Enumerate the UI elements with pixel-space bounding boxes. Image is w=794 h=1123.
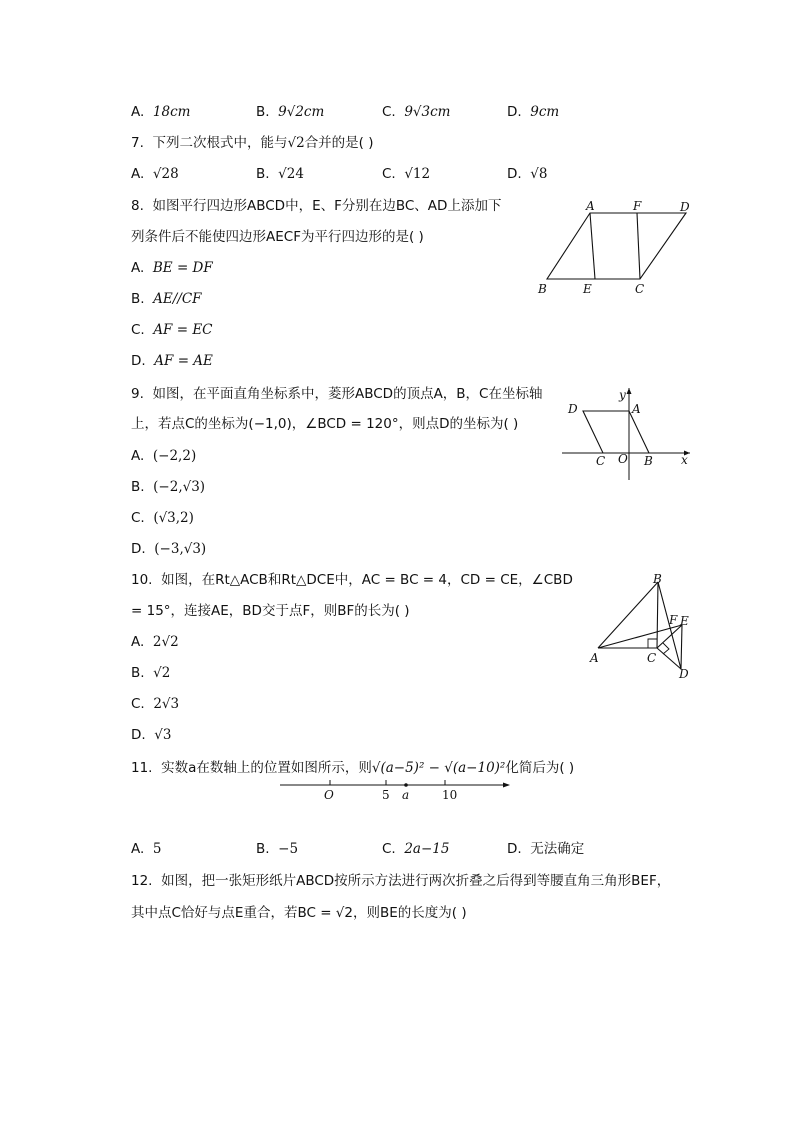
q7-option-d: D. √8 — [507, 166, 548, 182]
q10-option-d: D. √3 — [131, 727, 172, 743]
q9-label-o: O — [618, 452, 628, 466]
q10-segment-ed — [681, 625, 682, 669]
q7-stem: 7. 下列二次根式中，能与√2合并的是( ) — [131, 135, 374, 151]
q11-label-a: a — [402, 788, 410, 802]
q9-y-arrow — [627, 388, 632, 394]
q9-label-y: y — [619, 388, 626, 402]
q11-point-a — [404, 783, 408, 787]
q8-label-f: F — [633, 199, 642, 213]
q8-label-a: A — [586, 199, 595, 213]
q9-label-a: A — [632, 402, 641, 416]
q10-segment-ab — [598, 582, 658, 648]
q9-option-b: B. (−2,√3) — [131, 479, 206, 495]
q11-label-o: O — [324, 788, 334, 802]
q11-number-line-arrow — [503, 783, 510, 788]
q12-stem-line1: 12. 如图，把一张矩形纸片ABCD按所示方法进行两次折叠之后得到等腰直角三角形BEF， — [131, 873, 671, 889]
q10-label-d: D — [679, 667, 689, 681]
q7-option-c: C. √12 — [382, 166, 431, 182]
q8-option-b: B. AE//CF — [131, 291, 202, 307]
q11-label-5: 5 — [382, 788, 390, 802]
q8-label-d: D — [680, 200, 690, 214]
q8-segment-fc — [637, 213, 640, 279]
q8-option-d: D. AF = AE — [131, 353, 213, 369]
q11-stem: 11. 实数a在数轴上的位置如图所示，则√(a−5)² − √(a−10)²化简后为( ) — [131, 760, 575, 776]
q6-option-c: C. 9√3cm — [382, 104, 451, 120]
q9-rhombus-figure — [558, 382, 698, 484]
q10-label-e: E — [680, 614, 689, 628]
q8-label-c: C — [635, 282, 645, 296]
q6-option-b: B. 9√2cm — [256, 104, 325, 120]
q10-option-a: A. 2√2 — [131, 634, 179, 650]
q9-label-c: C — [596, 454, 606, 468]
q9-label-x: x — [681, 453, 688, 467]
q11-option-a: A. 5 — [131, 841, 162, 857]
q11-number-line — [276, 774, 516, 804]
q12-stem-line2: 其中点C恰好与点E重合，若BC = √2，则BE的长度为( ) — [131, 905, 467, 921]
q10-stem-line2: = 15°，连接AE，BD交于点F，则BF的长为( ) — [131, 603, 410, 619]
q8-label-b: B — [538, 282, 547, 296]
q11-option-b: B. −5 — [256, 841, 299, 857]
q8-parallelogram-abcd — [547, 213, 686, 279]
q11-option-d: D. 无法确定 — [507, 841, 585, 857]
q10-label-a: A — [590, 651, 599, 665]
q7-option-a: A. √28 — [131, 166, 179, 182]
q8-stem-line2: 列条件后不能使四边形AECF为平行四边形的是( ) — [131, 229, 424, 245]
q10-segment-cd — [657, 648, 681, 669]
q10-segment-bc — [657, 582, 658, 648]
q10-label-b: B — [653, 572, 662, 586]
q10-right-angle-dce — [663, 643, 669, 654]
q8-segment-ae — [590, 213, 595, 279]
q8-label-e: E — [583, 282, 592, 296]
q10-right-angle-acb — [648, 639, 657, 648]
q6-option-a: A. 18cm — [131, 104, 191, 120]
q11-option-c: C. 2a−15 — [382, 841, 450, 857]
q9-rhombus-abcd — [583, 411, 649, 453]
q9-label-b: B — [644, 454, 653, 468]
q10-option-c: C. 2√3 — [131, 696, 180, 712]
q8-option-c: C. AF = EC — [131, 322, 213, 338]
q9-label-d: D — [568, 402, 578, 416]
q9-stem-line1: 9. 如图，在平面直角坐标系中，菱形ABCD的顶点A，B，C在坐标轴 — [131, 386, 543, 402]
q7-option-b: B. √24 — [256, 166, 304, 182]
q9-option-a: A. (−2,2) — [131, 448, 197, 464]
q10-label-c: C — [647, 651, 657, 665]
q10-option-b: B. √2 — [131, 665, 171, 681]
q11-label-10: 10 — [442, 788, 458, 802]
q9-option-d: D. (−3,√3) — [131, 541, 207, 557]
q10-triangles-figure — [584, 570, 700, 682]
q6-option-d: D. 9cm — [507, 104, 560, 120]
q8-option-a: A. BE = DF — [131, 260, 213, 276]
q9-option-c: C. (√3,2) — [131, 510, 194, 526]
q10-label-f: F — [669, 613, 678, 627]
q8-stem-line1: 8. 如图平行四边形ABCD中，E、F分别在边BC、AD上添加下 — [131, 198, 502, 214]
q8-parallelogram-figure — [530, 196, 700, 300]
q9-stem-line2: 上，若点C的坐标为(−1,0)，∠BCD = 120°，则点D的坐标为( ) — [131, 416, 519, 432]
q10-stem-line1: 10. 如图，在Rt△ACB和Rt△DCE中，AC = BC = 4，CD = CE，∠CBD — [131, 572, 573, 588]
